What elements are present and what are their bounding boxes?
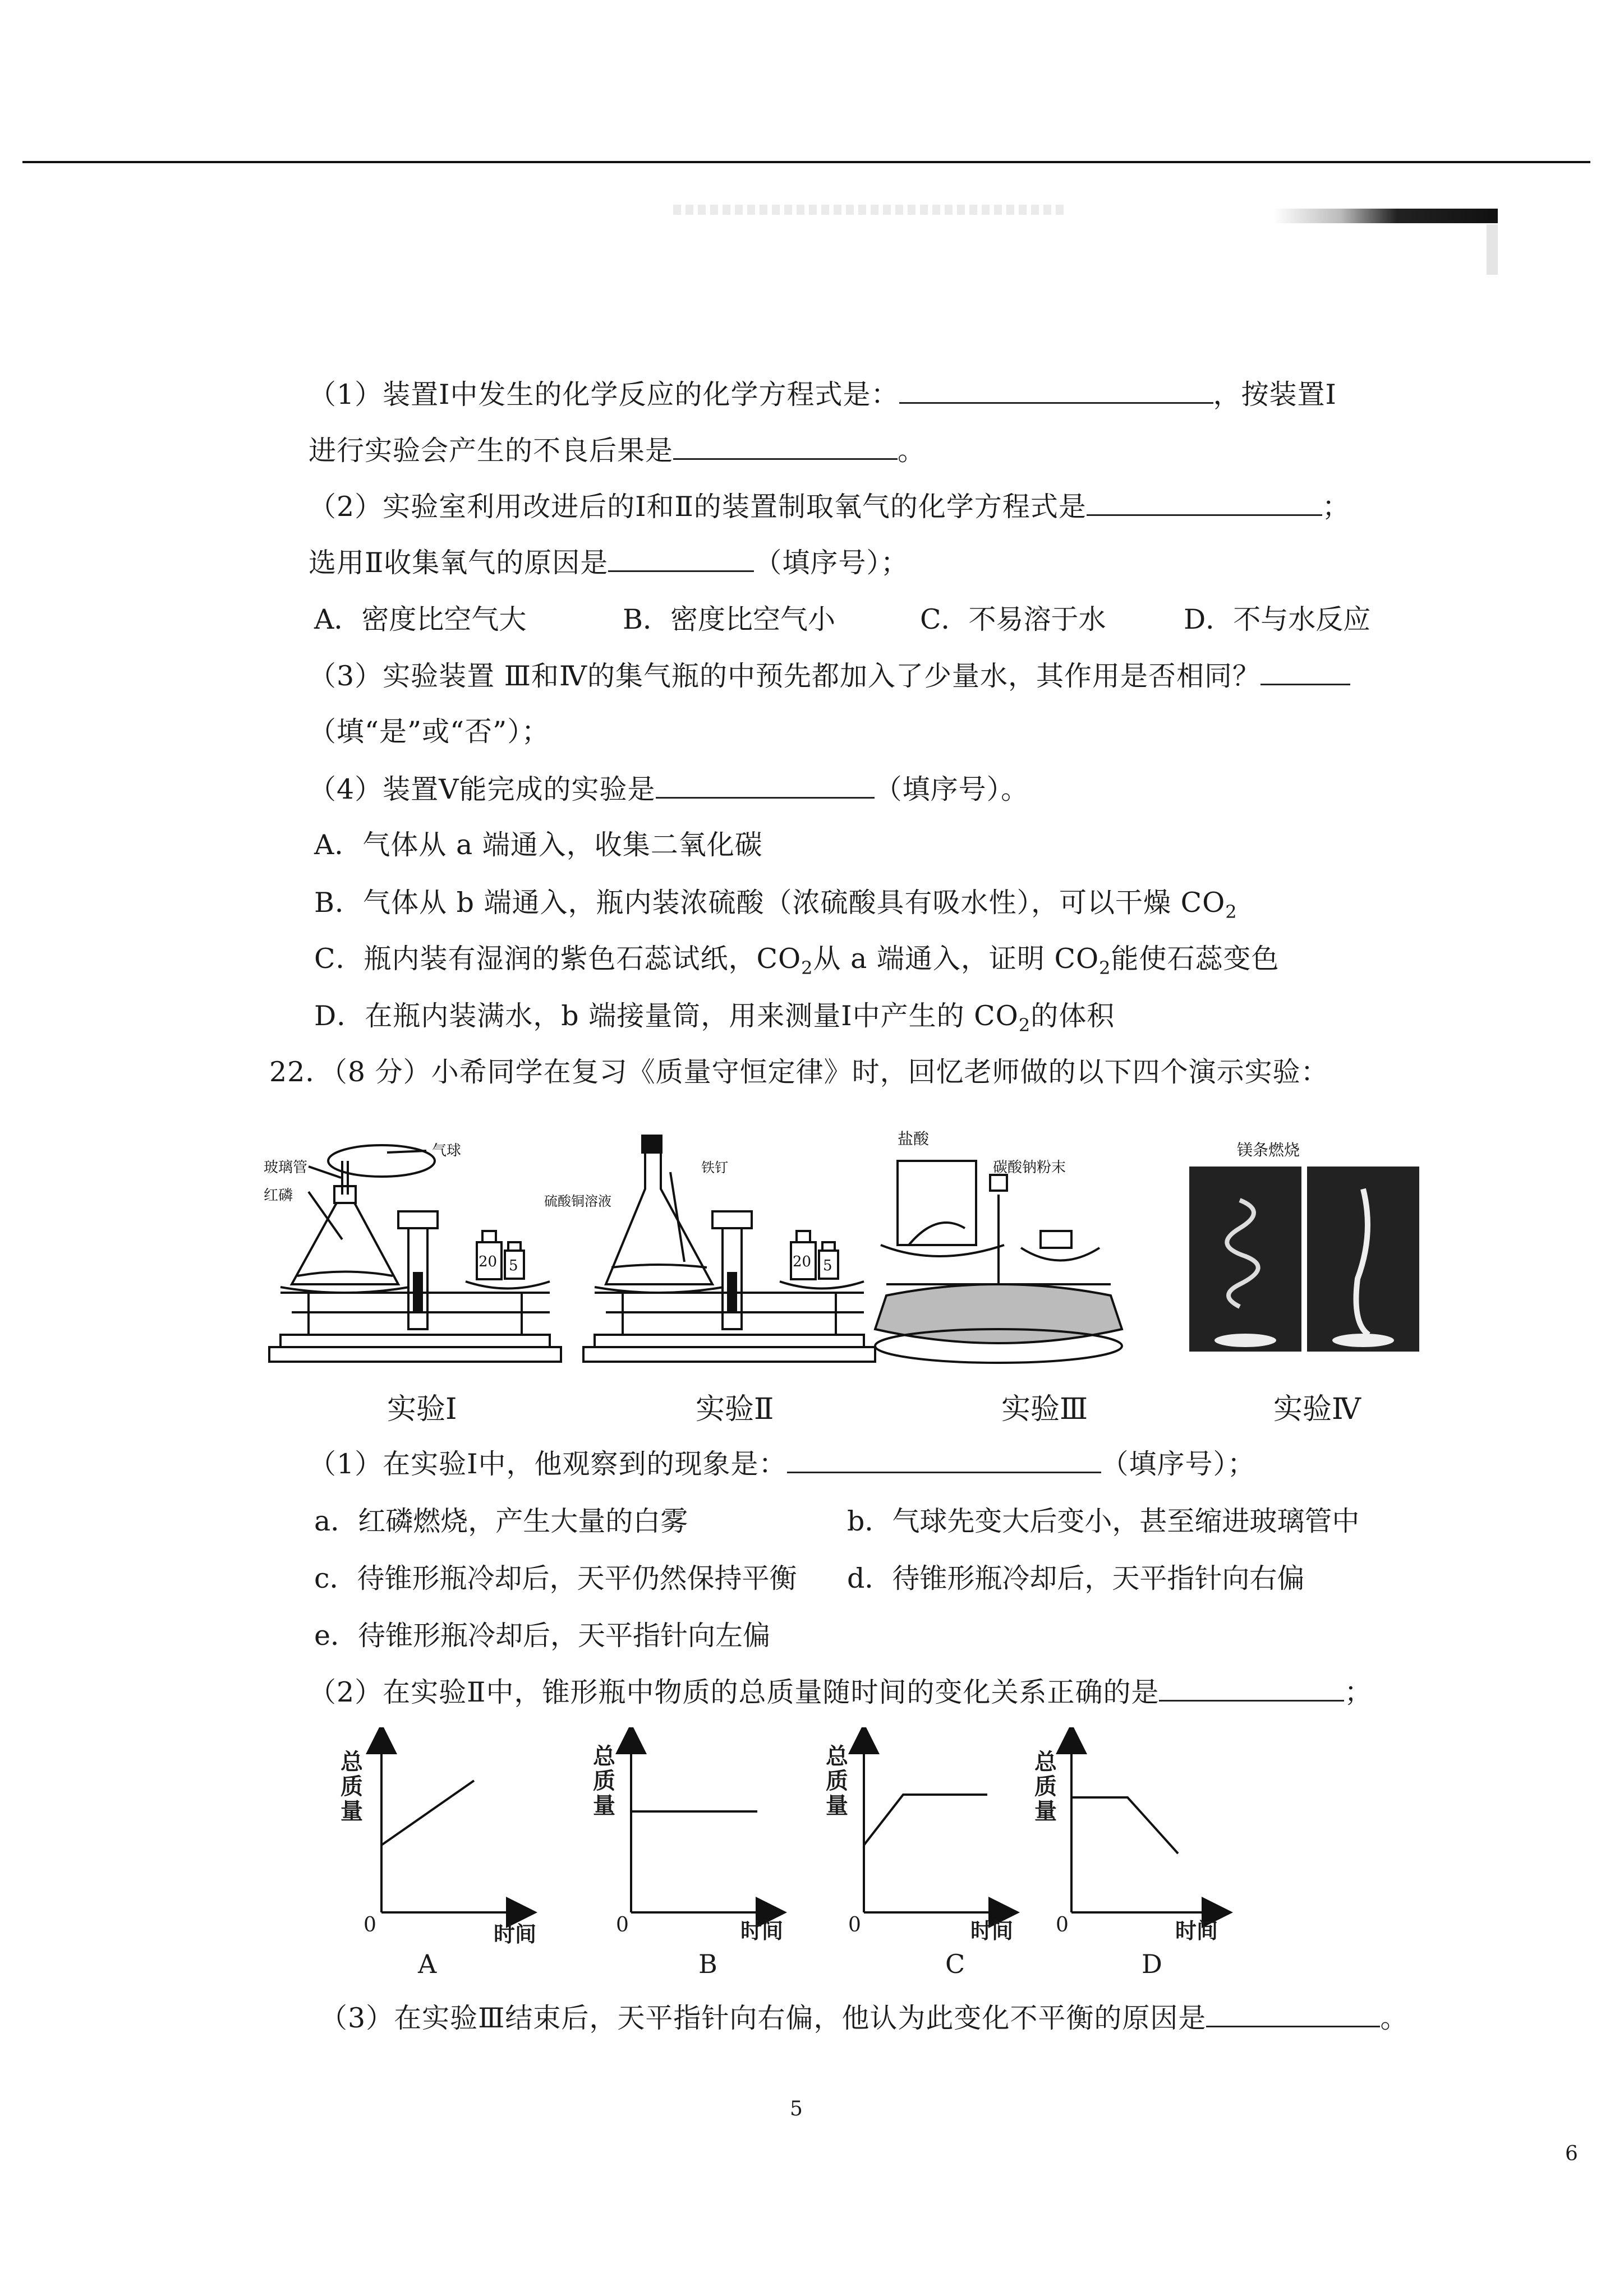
graph-a-x-label: 时间 [494, 1921, 537, 1947]
q22-option-c: c．待锥形瓶冷却后，天平仍然保持平衡 [314, 1562, 797, 1594]
answer-blank[interactable] [1159, 1675, 1344, 1702]
fig-label-red-phosphorus: 红磷 [264, 1187, 293, 1204]
answer-blank[interactable] [608, 546, 754, 572]
answer-blank[interactable] [673, 434, 898, 460]
graph-b-y-label: 总质量 [593, 1743, 615, 1819]
graph-d-x-label: 时间 [1175, 1918, 1218, 1943]
experiment-4-photo [1189, 1167, 1419, 1352]
q22-option-d: d．待锥形瓶冷却后，天平指针向右偏 [847, 1562, 1305, 1594]
fig-label-cuso4: 硫酸铜溶液 [544, 1193, 611, 1209]
q21-part2-line2: 选用Ⅱ收集氧气的原因是 （填序号）； [309, 547, 909, 579]
q22-option-b: b．气球先变大后变小，甚至缩进玻璃管中 [847, 1505, 1360, 1537]
fig-label-weight-20: 20 [479, 1253, 498, 1270]
experiment-3-label: 实验Ⅲ [1001, 1393, 1088, 1426]
mass-time-graphs [337, 1727, 1290, 1940]
graph-d-origin: 0 [1056, 1914, 1069, 1937]
q22-part3-line: （3）在实验Ⅲ结束后，天平指针向右偏，他认为此变化不平衡的原因是 。 [320, 2002, 1409, 2034]
q21-part4-line1: （4）装置Ⅴ能完成的实验是 （填序号）。 [309, 773, 1029, 805]
page-number-right: 6 [1565, 2142, 1578, 2165]
q21-part4-option-c: C．瓶内装有湿润的紫色石蕊试纸，$CO_2$从 a 端通入，证明 $CO_2$能使石蕊变色 [314, 943, 1280, 979]
q22-part1-line: （1）在实验Ⅰ中，他观察到的现象是： （填序号）； [309, 1448, 1256, 1480]
q21-part3-line2: （填“是”或“否”）； [309, 716, 550, 748]
fig-label-na2co3: 碳酸钠粉末 [993, 1159, 1066, 1176]
q21-option-c: C．不易溶于水 [920, 603, 1106, 635]
page-number-center: 5 [790, 2097, 803, 2120]
scan-artifact-edge [1487, 224, 1498, 275]
scan-artifact [673, 205, 1066, 215]
experiment-1-label: 实验Ⅰ [387, 1393, 457, 1426]
answer-blank[interactable] [1206, 2001, 1380, 2027]
graph-b-x-label: 时间 [740, 1918, 784, 1943]
answer-blank[interactable] [1260, 659, 1350, 685]
q21-option-d: D．不与水反应 [1184, 603, 1371, 635]
experiments-figure [258, 1127, 1436, 1368]
graph-c-y-label: 总质量 [826, 1743, 848, 1819]
q21-part1-line2: 进行实验会产生的不良后果是 。 [309, 435, 926, 467]
graph-a-origin: 0 [364, 1914, 376, 1937]
q22-title: 22．（8 分）小希同学在复习《质量守恒定律》时，回忆老师做的以下四个演示实验： [269, 1056, 1329, 1088]
answer-blank[interactable] [899, 377, 1213, 404]
fig-label-mg-burn: 镁条燃烧 [1237, 1141, 1300, 1159]
q22-option-e: e．待锥形瓶冷却后，天平指针向左偏 [314, 1620, 770, 1652]
q21-part3-line1: （3）实验装置 Ⅲ和Ⅳ的集气瓶的中预先都加入了少量水，其作用是否相同？ [309, 659, 1350, 693]
graph-d-label: D [1142, 1949, 1162, 1979]
q21-part1-line1: （1）装置Ⅰ中发生的化学反应的化学方程式是： ，按装置Ⅰ [309, 379, 1337, 411]
graph-a-y-label: 总质量 [341, 1749, 363, 1824]
fig-label-weight-5: 5 [823, 1257, 832, 1274]
fig-label-hcl: 盐酸 [898, 1129, 930, 1148]
graph-c-x-label: 时间 [970, 1918, 1014, 1943]
fig-label-balloon: 气球 [432, 1142, 462, 1159]
graph-b-origin: 0 [616, 1914, 629, 1937]
q21-part4-option-a: A．气体从 a 端通入，收集二氧化碳 [314, 829, 763, 861]
experiment-3-figure [875, 1161, 1122, 1363]
fig-label-weight-20: 20 [793, 1253, 812, 1270]
q21-part4-option-d: D．在瓶内装满水，b 端接量筒，用来测量Ⅰ中产生的 $CO_2$的体积 [314, 1000, 1115, 1036]
q21-part4-option-b: B．气体从 b 端通入，瓶内装浓硫酸（浓硫酸具有吸水性），可以干燥 $CO_2$ [314, 887, 1237, 923]
q21-part2-line1: （2）实验室利用改进后的Ⅰ和Ⅱ的装置制取氧气的化学方程式是 ； [309, 491, 1350, 523]
graph-b [631, 1739, 771, 1912]
fig-label-weight-5: 5 [509, 1257, 518, 1274]
scan-artifact-bar [1273, 209, 1498, 223]
graph-c-label: C [945, 1949, 965, 1979]
graph-a [381, 1739, 522, 1912]
graph-c [864, 1739, 1004, 1912]
graph-d [1071, 1739, 1217, 1912]
answer-blank[interactable] [1087, 490, 1322, 516]
graph-b-label: B [698, 1949, 717, 1979]
graph-c-origin: 0 [848, 1914, 861, 1937]
experiment-4-label: 实验Ⅳ [1273, 1393, 1361, 1426]
q22-part2-line: （2）在实验Ⅱ中，锥形瓶中物质的总质量随时间的变化关系正确的是 ； [309, 1676, 1373, 1708]
experiment-2-label: 实验Ⅱ [696, 1393, 774, 1426]
q21-option-a: A．密度比空气大 [314, 603, 527, 635]
top-rule [22, 161, 1590, 163]
answer-blank[interactable] [787, 1447, 1101, 1473]
q22-option-a: a．红磷燃烧，产生大量的白雾 [314, 1505, 688, 1537]
experiment-1-figure [269, 1145, 561, 1362]
experiment-2-figure [583, 1136, 875, 1362]
graph-d-y-label: 总质量 [1034, 1749, 1057, 1824]
answer-blank[interactable] [656, 772, 875, 799]
fig-label-glass-tube: 玻璃管 [264, 1159, 308, 1176]
q21-option-b: B．密度比空气小 [623, 603, 836, 635]
graph-a-label: A [418, 1949, 437, 1979]
fig-label-iron-nail: 铁钉 [701, 1160, 728, 1175]
